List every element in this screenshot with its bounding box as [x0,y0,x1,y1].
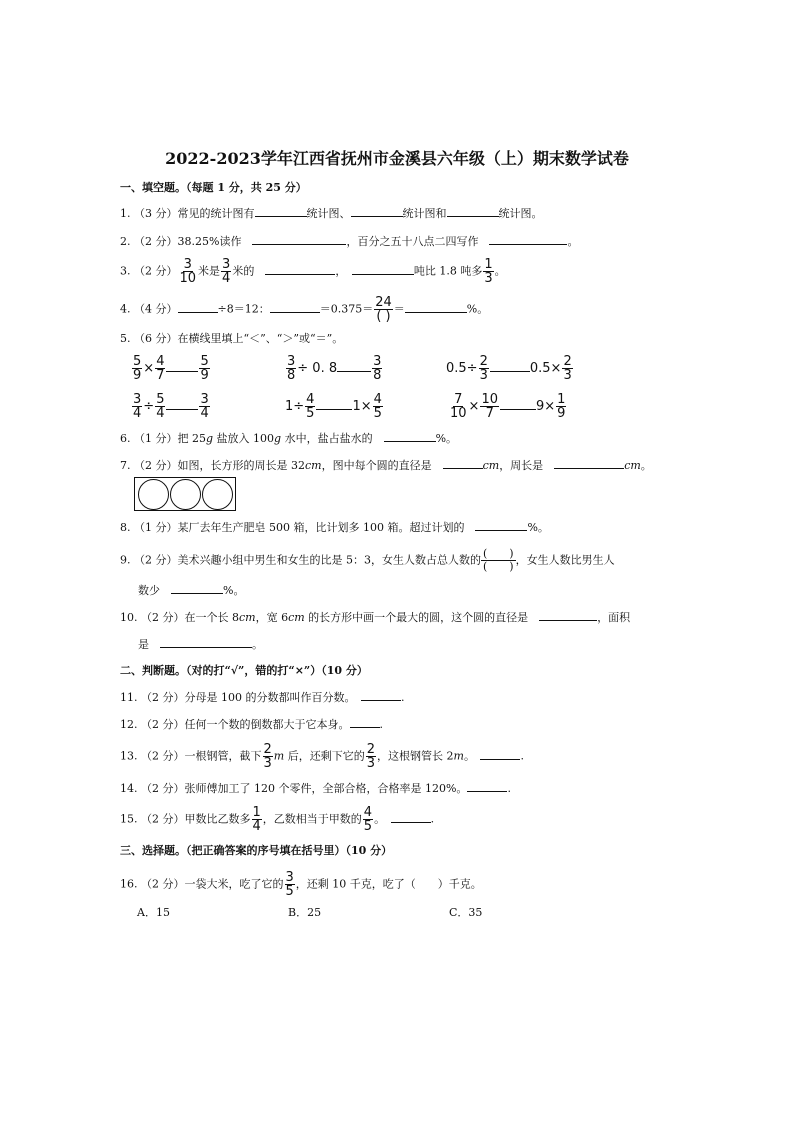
fraction-blank[interactable]: $\frac{( )}{( )}$ [483,547,514,573]
choice-option-a[interactable]: A．15 [137,906,170,919]
question-9: 9. （2 分）美术兴趣小组中男生和女生的比是 5：3，女生人数占总人数的 $\frac{( )}{( )}$ ，女生人数比男生人 [120,547,615,573]
compare-item-r2c1: $\frac{3}{4}$ ÷ $\frac{5}{4}$ $\frac{3}{4}$ [133,392,209,421]
question-2: 2. （2 分）38.25%读作 ，百分之五十八点二四写作 。 [120,235,579,248]
answer-blank[interactable] [539,609,597,621]
question-13: 13. （2 分）一根钢管，截下 $\frac{2}{3}$ m 后，还剩下它的 $\frac{2}{3}$ ，这根钢管长 2m。 . [120,742,524,771]
answer-blank[interactable] [467,780,507,792]
question-16: 16. （2 分）一袋大米，吃了它的 $\frac{3}{5}$ ，还剩 10 千克，吃了（ ）千克。 [120,870,482,899]
compare-item-r2c2: 1÷ $\frac{4}{5}$ 1× $\frac{4}{5}$ [285,392,382,421]
answer-blank[interactable] [361,689,401,701]
question-12: 12. （2 分）任何一个数的倒数都大于它本身。 . [120,718,383,731]
answer-blank[interactable] [352,263,414,275]
answer-blank[interactable] [500,398,536,410]
answer-blank[interactable] [480,748,520,760]
answer-blank[interactable] [178,301,218,313]
circle-shape [202,479,233,510]
compare-item-r1c2: $\frac{3}{8}$ ÷ 0. 8 $\frac{3}{8}$ [287,354,382,383]
question-7: 7. （2 分）如图，长方形的周长是 32cm，图中每个圆的直径是 cm，周长是 cm。 [120,459,652,472]
question-1: 1. （3 分）常见的统计图有 统计图、 统计图和 统计图。 [120,207,543,220]
question-15: 15. （2 分）甲数比乙数多 $\frac{1}{4}$ ，乙数相当于甲数的 $\frac{4}{5}$ 。 . [120,805,435,834]
answer-blank[interactable] [166,398,198,410]
answer-blank[interactable] [554,457,624,469]
answer-blank[interactable] [255,205,307,217]
answer-blank[interactable] [252,233,346,245]
section-heading-multiple-choice: 三、选择题。（把正确答案的序号填在括号里）（10 分） [120,844,393,857]
answer-blank[interactable] [384,430,436,442]
fraction: $\frac{1}{3}$ [484,257,493,286]
fraction: $\frac{3}{4}$ [222,257,231,286]
fraction: $\frac{2}{3}$ [263,742,272,771]
question-6: 6. （1 分）把 25g 盐放入 100g 水中，盐占盐水的 %。 [120,432,458,445]
choice-option-c[interactable]: C．35 [449,906,483,919]
question-9-continued: 数少 %。 [138,584,245,597]
question-5: 5. （6 分）在横线里填上“＜”、“＞”或“＝”。 [120,332,344,345]
circle-shape [170,479,201,510]
section-heading-fill-in: 一、填空题。（每题 1 分，共 25 分） [120,181,307,194]
answer-blank[interactable] [166,360,198,372]
question-11: 11. （2 分）分母是 100 的分数都叫作百分数。 . [120,691,405,704]
answer-blank[interactable] [316,398,352,410]
compare-item-r2c3: $\frac{7}{10}$ × $\frac{10}{7}$ 9× $\frac{1}{9}$ [450,392,566,421]
answer-blank[interactable] [270,301,320,313]
compare-item-r1c3: 0.5÷ $\frac{2}{3}$ 0.5× $\frac{2}{3}$ [446,354,572,383]
fraction: $\frac{4}{5}$ [363,805,373,834]
question-8: 8. （1 分）某厂去年生产肥皂 500 箱，比计划多 100 箱。超过计划的 %。 [120,521,549,534]
question-14: 14. （2 分）张师傅加工了 120 个零件，全部合格，合格率是 120%。 . [120,782,511,795]
answer-blank[interactable] [171,582,223,594]
section-heading-true-false: 二、判断题。（对的打“√”，错的打“×”）（10 分） [120,664,368,677]
answer-blank[interactable] [337,360,371,372]
question-3: 3. （2 分） $\frac{3}{10}$ 米是 $\frac{3}{4}$ 米的 ， 吨比 1.8 吨多 $\frac{1}{3}$ 。 [120,257,506,286]
answer-blank[interactable] [475,519,527,531]
question-10-continued: 是 。 [138,638,263,651]
question-10: 10. （2 分）在一个长 8cm，宽 6cm 的长方形中画一个最大的圆，这个圆的直径是 ，面积 [120,611,631,624]
answer-blank[interactable] [265,263,335,275]
answer-blank[interactable] [443,457,483,469]
question-4: 4. （4 分） ÷8＝12： ＝0.375＝ $\frac{24}{( )}$ ＝ %。 [120,295,489,324]
fraction: $\frac{3}{10}$ [179,257,197,286]
answer-blank[interactable] [391,811,431,823]
answer-blank[interactable] [405,301,467,313]
compare-item-r1c1: $\frac{5}{9}$ × $\frac{4}{7}$ $\frac{5}{9}$ [133,354,209,383]
fraction: $\frac{2}{3}$ [366,742,375,771]
rectangle-with-circles-figure [134,477,236,511]
circle-shape [138,479,169,510]
choice-option-b[interactable]: B．25 [288,906,322,919]
fraction: $\frac{24}{( )}$ [375,295,392,324]
answer-blank[interactable] [447,205,499,217]
answer-blank[interactable] [351,205,403,217]
answer-blank[interactable] [490,360,530,372]
answer-blank[interactable] [489,233,567,245]
fraction: $\frac{3}{5}$ [285,870,294,899]
fraction: $\frac{1}{4}$ [252,805,261,834]
answer-blank[interactable] [160,636,252,648]
page-title: 2022-2023学年江西省抚州市金溪县六年级（上）期末数学试卷 [165,149,629,168]
answer-blank[interactable] [350,716,380,728]
